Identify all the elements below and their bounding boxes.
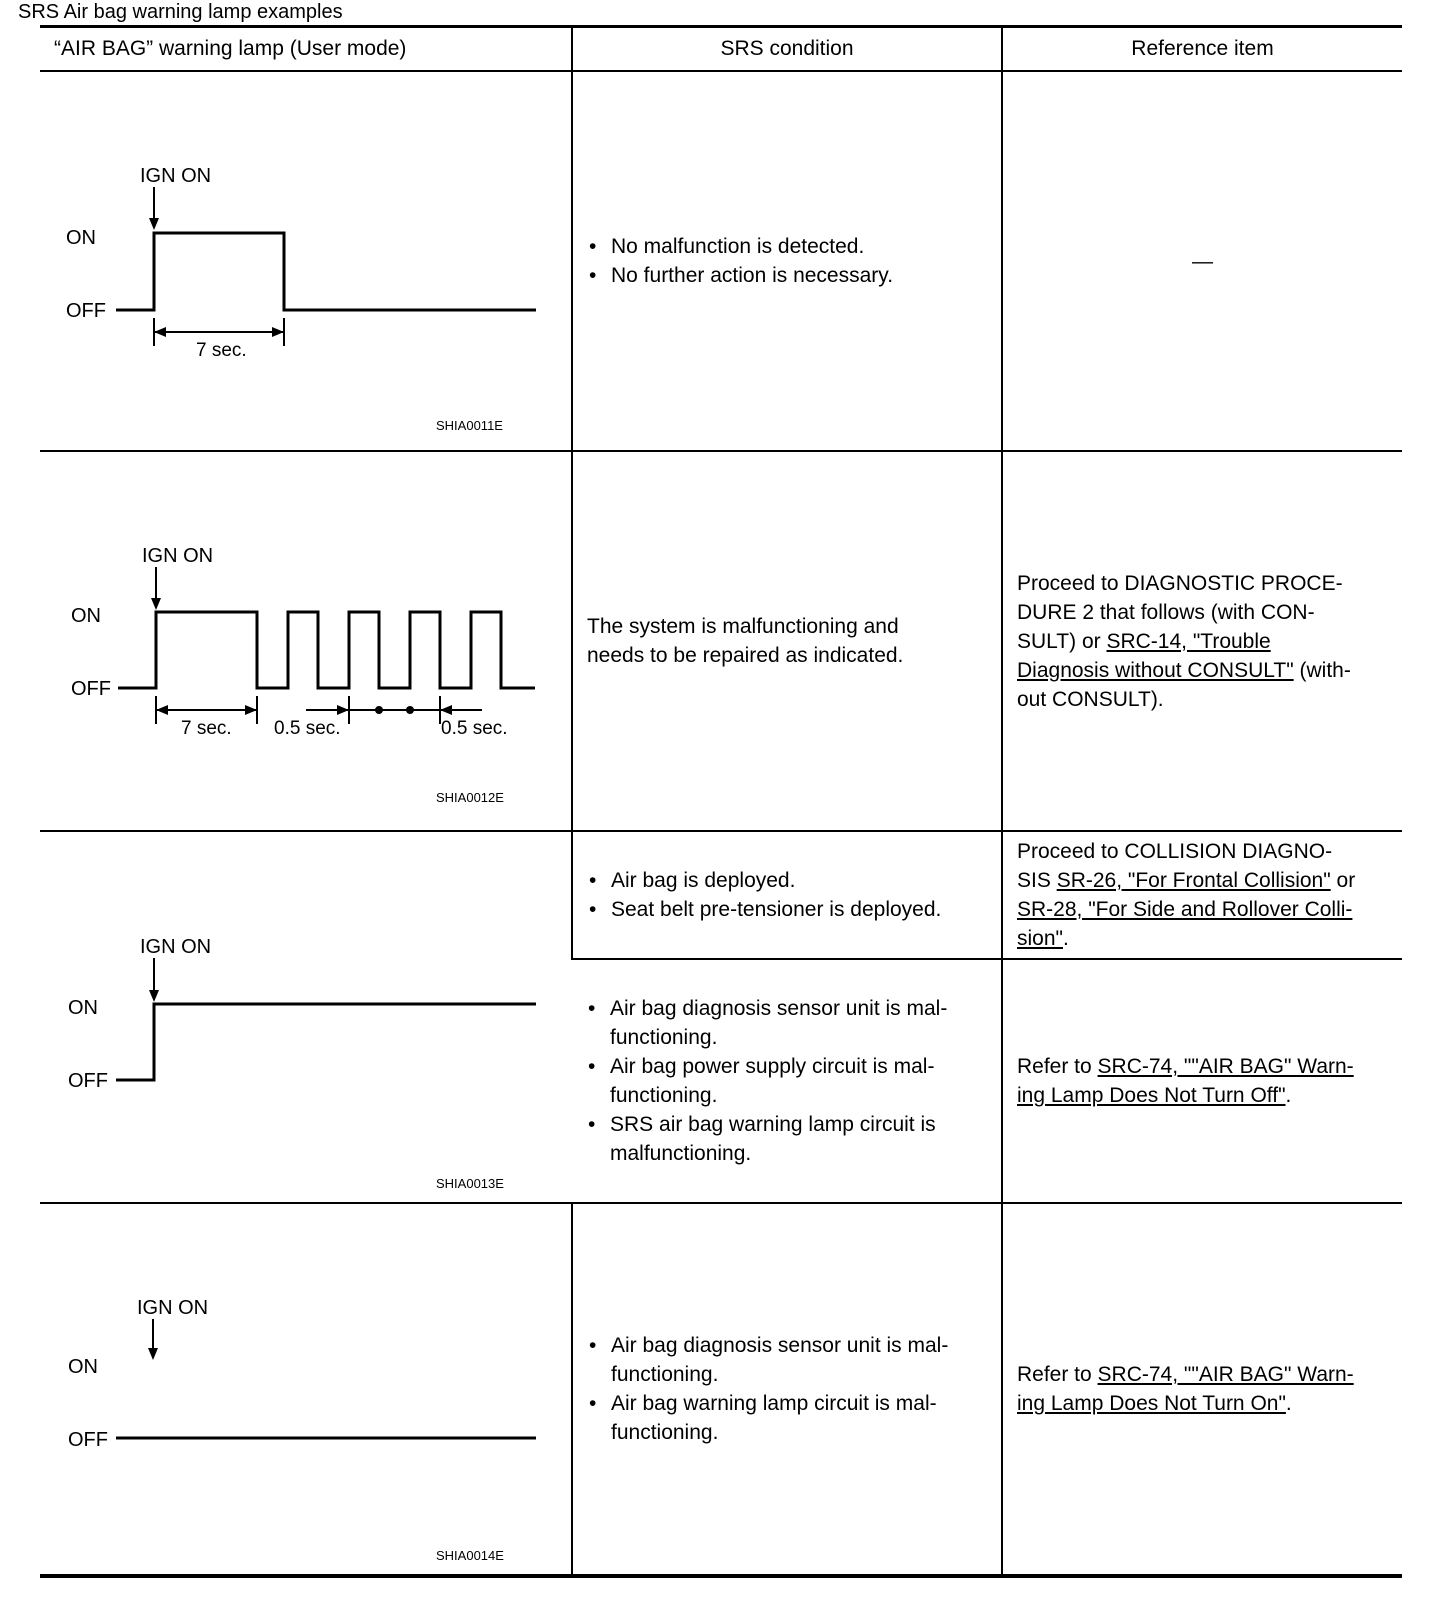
figure-code: SHIA0012E: [436, 790, 504, 805]
condition-item: • Air bag power supply circuit is mal- functioning.: [588, 1055, 935, 1107]
src-14-link[interactable]: SRC-14, "Trouble: [1106, 629, 1271, 653]
srs-condition-cell: [572, 451, 1002, 831]
off-label: OFF: [66, 300, 106, 322]
table-row: [40, 831, 1402, 959]
on-label: ON: [68, 1356, 98, 1378]
condition-text-line: needs to be repaired as indicated.: [587, 644, 904, 667]
srs-condition-cell: [572, 831, 1002, 959]
lamp-signal-line: [118, 612, 535, 688]
figure-code: SHIA0014E: [436, 1548, 504, 1563]
ign-on-label: IGN ON: [137, 1297, 209, 1319]
table-header-row: [40, 27, 1402, 72]
src-14-link-cont[interactable]: Diagnosis without CONSULT": [1017, 658, 1294, 682]
on-label: ON: [66, 227, 96, 249]
reference-cell: Proceed to COLLISION DIAGNO- SIS SR-26, "For Frontal Collision" or SR-28, "For Side and Rollover Colli- sion".: [1002, 831, 1402, 959]
condition-item: • Seat belt pre-tensioner is deployed.: [589, 898, 942, 921]
lamp-diagram-cell: [40, 451, 572, 831]
lamp-signal-line: [116, 233, 536, 310]
duration-label: 7 sec.: [196, 340, 247, 361]
duration-label: 7 sec.: [181, 718, 232, 739]
lamp-timing-diagram-4: [40, 1204, 572, 1574]
reference-cell: Refer to SRC-74, ""AIR BAG" Warn- ing Lamp Does Not Turn Off".: [1002, 959, 1402, 1203]
condition-item: • Air bag diagnosis sensor unit is mal- functioning.: [589, 1334, 949, 1386]
off-label: OFF: [71, 678, 111, 700]
reference-cell: [1002, 71, 1402, 451]
lamp-diagram-cell: [40, 71, 572, 451]
src-74-link-cont[interactable]: ing Lamp Does Not Turn On": [1017, 1392, 1286, 1415]
condition-text-line: The system is malfunctioning and: [587, 615, 899, 638]
srs-condition-cell: [572, 1203, 1002, 1576]
table-row: [40, 71, 1402, 451]
page-title: SRS Air bag warning lamp examples: [18, 1, 343, 23]
lamp-timing-diagram-1: [40, 72, 572, 450]
srs-condition-cell: [572, 959, 1002, 1203]
warning-lamp-table: [40, 25, 1402, 1578]
sr-26-link[interactable]: SR-26, "For Frontal Collision": [1056, 869, 1331, 892]
condition-item: • Air bag warning lamp circuit is mal- functioning.: [589, 1392, 937, 1444]
header-warning-lamp: “AIR BAG” warning lamp (User mode): [40, 27, 572, 72]
reference-cell: Proceed to DIAGNOSTIC PROCE- DURE 2 that follows (with CON- SULT) or SRC-14, "Trouble Diagnosis without CONSULT" (with- out CONSULT).: [1002, 451, 1402, 831]
duration-label: 0.5 sec.: [441, 718, 508, 739]
srs-condition-cell: [572, 71, 1002, 451]
condition-item: • Air bag diagnosis sensor unit is mal- functioning.: [588, 997, 948, 1049]
arrow-head-icon: [149, 218, 159, 230]
condition-item: • Air bag is deployed.: [589, 869, 796, 892]
lamp-timing-diagram-3: [40, 832, 572, 1202]
header-srs-condition: SRS condition: [572, 27, 1002, 72]
duration-label: 0.5 sec.: [274, 718, 341, 739]
off-label: OFF: [68, 1070, 108, 1092]
on-label: ON: [68, 997, 98, 1019]
lamp-diagram-cell: [40, 831, 572, 1203]
ign-on-label: IGN ON: [140, 936, 212, 958]
table-row: [40, 451, 1402, 831]
condition-item: • SRS air bag warning lamp circuit is malfunctioning.: [588, 1113, 936, 1165]
condition-item: • No malfunction is detected.: [589, 235, 865, 258]
condition-item: • No further action is necessary.: [589, 264, 894, 287]
sr-28-link-cont[interactable]: sion": [1017, 927, 1063, 950]
sr-28-link[interactable]: SR-28, "For Side and Rollover Colli-: [1017, 898, 1353, 921]
off-label: OFF: [68, 1429, 108, 1451]
figure-code: SHIA0011E: [436, 418, 503, 433]
lamp-timing-diagram-2: [40, 452, 572, 822]
lamp-diagram-cell: [40, 1203, 572, 1576]
src-74-link-cont[interactable]: ing Lamp Does Not Turn Off": [1017, 1084, 1286, 1107]
no-reference-dash: —: [1192, 249, 1213, 273]
reference-cell: Refer to SRC-74, ""AIR BAG" Warn- ing Lamp Does Not Turn On".: [1002, 1203, 1402, 1576]
figure-code: SHIA0013E: [436, 1176, 504, 1191]
header-reference-item: Reference item: [1002, 27, 1402, 72]
src-74-link[interactable]: SRC-74, ""AIR BAG" Warn-: [1097, 1055, 1354, 1078]
arrow-head-icon: [148, 1348, 158, 1360]
on-label: ON: [71, 605, 101, 627]
src-74-link[interactable]: SRC-74, ""AIR BAG" Warn-: [1097, 1363, 1354, 1386]
arrow-head-icon: [149, 990, 159, 1002]
ign-on-label: IGN ON: [142, 545, 214, 567]
ign-on-label: IGN ON: [140, 165, 212, 187]
table-row: [40, 1203, 1402, 1576]
lamp-signal-line: [116, 1004, 536, 1080]
arrow-head-icon: [151, 598, 161, 610]
